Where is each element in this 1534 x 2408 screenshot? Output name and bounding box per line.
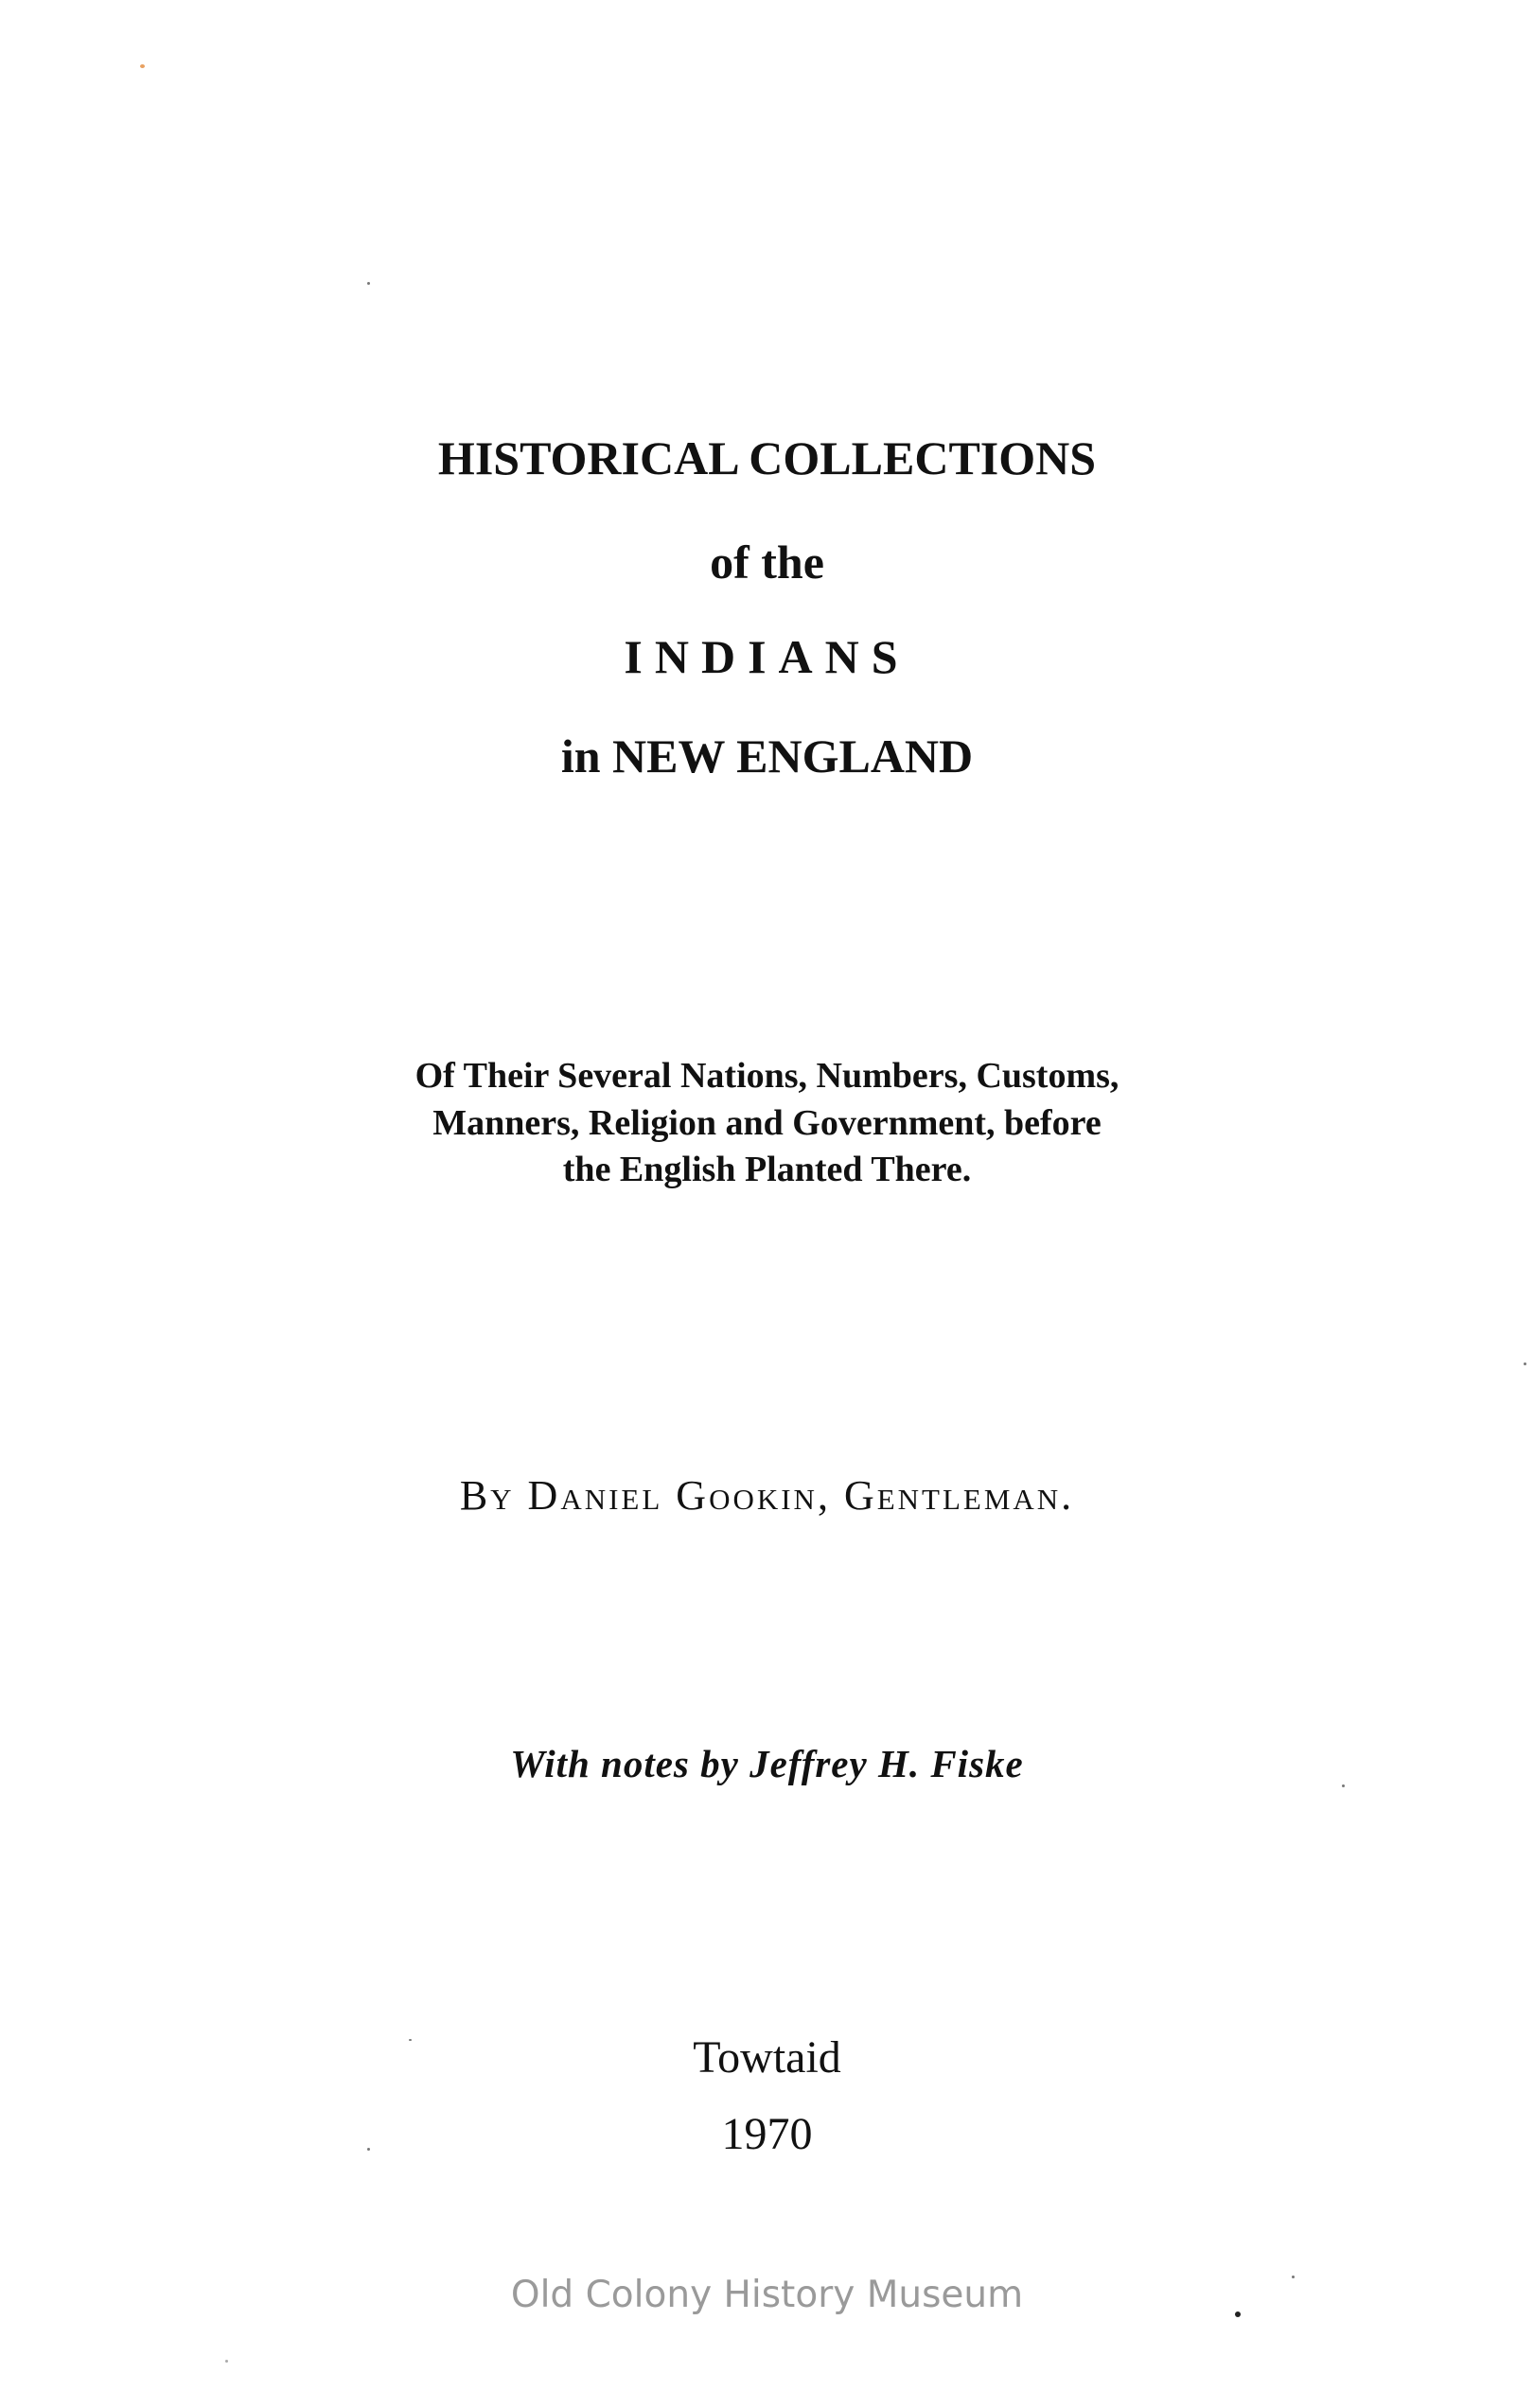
- scan-speck: [1342, 1784, 1345, 1787]
- title-line-2: of the: [710, 536, 824, 589]
- subtitle-line-3: the English Planted There.: [562, 1150, 972, 1189]
- scan-speck: [1292, 2276, 1295, 2278]
- scan-speck: [225, 2360, 228, 2363]
- notes-line: With notes by Jeffrey H. Fiske: [510, 1742, 1024, 1785]
- title-line-4: in NEW ENGLAND: [560, 729, 974, 782]
- title-line-1: HISTORICAL COLLECTIONS: [437, 431, 1097, 484]
- scan-speck: [1235, 2311, 1241, 2317]
- scan-speck: [409, 2039, 412, 2041]
- scan-speck: [1524, 1362, 1526, 1365]
- scan-speck: [140, 64, 145, 68]
- author-line: By Daniel Gookin, Gentleman.: [459, 1472, 1075, 1519]
- publication-year: 1970: [721, 2109, 813, 2159]
- publisher-name: Towtaid: [693, 2032, 841, 2083]
- watermark-text: Old Colony History Museum: [510, 2274, 1024, 2316]
- scan-speck: [367, 2148, 370, 2151]
- scan-speck: [367, 282, 370, 285]
- title-line-3: INDIANS: [624, 630, 910, 683]
- subtitle-line-2: Manners, Religion and Government, before: [432, 1103, 1102, 1143]
- subtitle-line-1: Of Their Several Nations, Numbers, Customs,: [414, 1056, 1120, 1096]
